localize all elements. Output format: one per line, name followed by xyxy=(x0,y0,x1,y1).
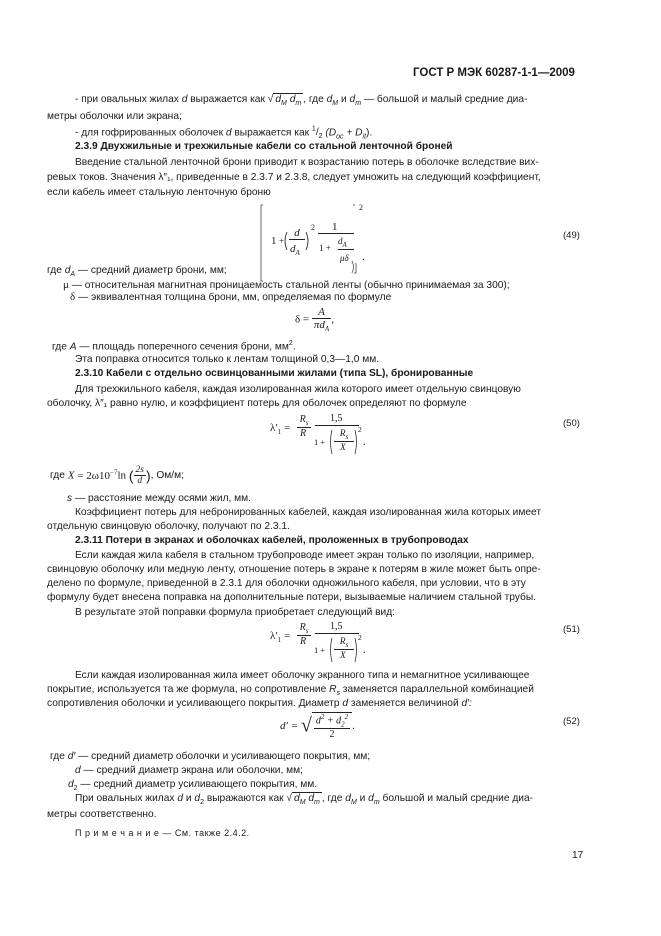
text-line-oval: При овальных жилах d и $d_2$ выражаются как √ $d_M$ $d_m$ , где $d_M$ и $d_m$ большой и малый средние диа- xyxy=(75,793,534,807)
document-header-id: ГОСТ Р МЭК 60287-1-1—2009 xyxy=(413,67,575,79)
definition-d-prime: где d′ — средний диаметр оболочки и усиливающего покрытия, мм; xyxy=(50,751,371,762)
text-line: ревых токов. Значения λ″₁, приведенные в 2.3.7 и 2.3.8, следует умножить на следующий коэффициент, xyxy=(47,172,541,183)
definition-d: d — средний диаметр экрана или оболочки, мм; xyxy=(75,765,303,776)
text-line: оболочку, λ″₁ равно нулю, и коэффициент потерь для оболочек определяют по формуле xyxy=(47,398,467,409)
sqrt-formula: √ $d_M$ $d_m$ xyxy=(267,94,302,108)
definition-dA: где $d_A$ — средний диаметр брони, мм; xyxy=(47,265,227,279)
definition-delta: δ — эквивалентная толщина брони, мм, определяемая по формуле xyxy=(70,291,392,303)
formula-50: $\lambda'_1$ = $R_s$ R 1,5 1 + $R_s$ X 2 . xyxy=(270,413,366,453)
definition-A: где A — площадь поперечного сечения брони, $мм^2$. xyxy=(52,340,296,353)
section-heading-2-3-9: 2.3.9 Двухжильные и трехжильные кабели со стальной ленточной броней xyxy=(75,141,453,152)
text-line: метры оболочки или экрана; xyxy=(47,111,182,122)
section-heading-2-3-10: 2.3.10 Кабели с отдельно освинцованными жилами (типа SL), бронированные xyxy=(75,368,474,379)
formula-52: d′ = √ $\frac{d^2 + d_2^2}{2}$ . xyxy=(280,713,355,741)
equation-number-50: (50) xyxy=(563,418,580,429)
equation-number-52: (52) xyxy=(563,716,580,727)
note: П р и м е ч а н и е — См. также 2.4.2. xyxy=(75,828,250,838)
formula-delta: δ = $\frac{A}{\pi d_A}$ , xyxy=(295,306,334,334)
text-line: Для трехжильного кабеля, каждая изолированная жила которого имеет отдельную свинцовую xyxy=(75,384,521,395)
text-line: Если каждая жила кабеля в стальном трубопроводе имеет экран только по изоляции, например, xyxy=(75,550,535,561)
text-line: В результате этой поправки формула приобретает следующий вид: xyxy=(75,607,395,618)
formula-51: $\lambda'_1$ = $R_s$ R 1,5 1 + $R_s$ X 2 . xyxy=(270,621,366,661)
text-line: делено по формуле, приведенной в 2.3.1 для оболочки одножильного кабеля, при условии, что в эту xyxy=(47,578,526,589)
text-line: Коэффициент потерь для небронированных кабелей, каждая изолированная жила которых имеет xyxy=(75,507,542,518)
text-line: сопротивления оболочки и усиливающего покрытия. Диаметр d заменяется величиной d′: xyxy=(47,698,472,709)
text-line: Эта поправка относится только к лентам толщиной 0,3—1,0 мм. xyxy=(75,354,380,365)
text-line: свинцовую оболочку или медную ленту, отношение потерь в экране к потерям в жиле может быть опре- xyxy=(47,564,541,575)
definition-mu: μ — относительная магнитная проницаемость стальной ленты (обычно принимаемая за 300); xyxy=(63,279,510,291)
definition-X: где $X = 2\omega 10^{-7}\ln$ ( $\frac{2s}{d}$ ), Ом/м; xyxy=(50,465,184,486)
text-line: метры соответственно. xyxy=(47,809,157,820)
text-line: если кабель имеет стальную ленточную броню xyxy=(47,187,271,198)
text-line-oval-cores: - при овальных жилах d выражается как √ $d_M$ $d_m$ , где $d_M$ и $d_m$ — большой и малый средние диа- xyxy=(75,94,528,108)
text-line: формулу будет внесена поправка на дополнительные потери, вызываемые наличием стальной трубы. xyxy=(47,592,537,603)
text-line: Если каждая изолированная жила имеет оболочку экранного типа и немагнитное усиливающее xyxy=(75,670,530,681)
half-fraction: $^1/_2$ xyxy=(311,126,323,141)
equation-number-49: (49) xyxy=(563,230,580,241)
definition-s: s — расстояние между осями жил, мм. xyxy=(67,493,252,504)
section-heading-2-3-11: 2.3.11 Потери в экранах и оболочках кабелей, проложенных в трубопроводах xyxy=(75,535,469,546)
formula-49: 1 + d $d_A$ 2 1 1 + $d_A$ μδ 2 . xyxy=(258,203,368,283)
equation-number-51: (51) xyxy=(563,624,580,635)
text-line: покрытие, используется та же формула, но сопротивление $R_s$ заменяется параллельной комбинацией xyxy=(47,684,534,698)
definition-d2: $d_2$ — средний диаметр усиливающего покрытия, мм. xyxy=(68,779,318,793)
text-line: Введение стальной ленточной брони приводит к возрастанию потерь в оболочке вследствие вих- xyxy=(75,157,539,168)
text-line-corrugated: - для гофрированных оболочек d выражается как $^1/_2$ $(D_{oc} + D_{it})$. xyxy=(75,126,373,141)
page-number: 17 xyxy=(572,850,584,861)
text-line: отдельную свинцовую оболочку, получают по 2.3.1. xyxy=(47,521,290,532)
